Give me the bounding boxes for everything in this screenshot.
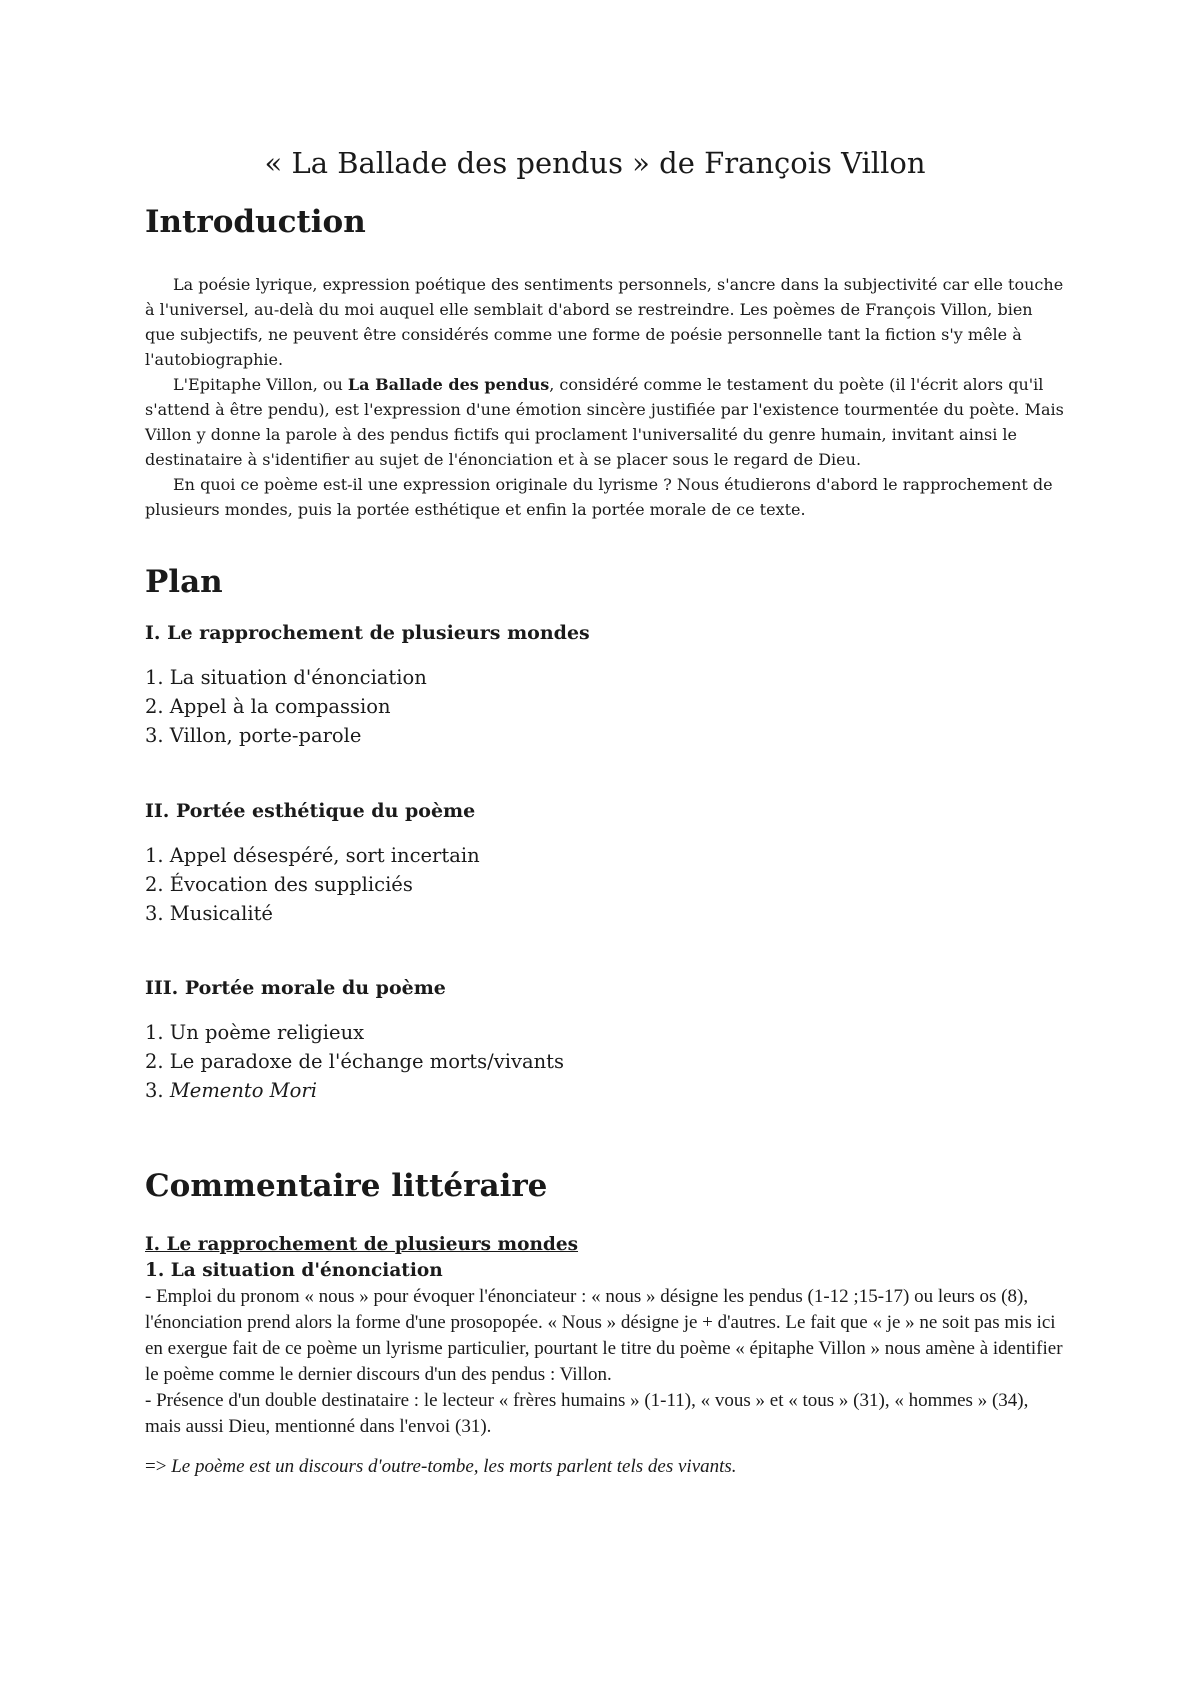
list-item-prefix: 3. bbox=[145, 1079, 170, 1102]
plan-part-3-list bbox=[145, 1018, 564, 1105]
list-item: 2. Appel à la compassion bbox=[145, 695, 391, 718]
conclusion-text: Le poème est un discours d'outre-tombe, les morts parlent tels des vivants. bbox=[171, 1456, 737, 1477]
intro-paragraph-2-end: , considéré comme le testament du poète (il l'écrit alors qu'il s'attend à être pendu), est l'expression d'une émotion sincère justifiée par l'existence tourmentée du poète. Mais Villon y donne la parole à des pendus fictifs qui proclament l'universalité du genre humain, invitant ainsi le destinataire à s'identifier au sujet de l'énonciation et à se placer sous le regard de Dieu. bbox=[145, 375, 1064, 469]
list-item: 3. Musicalité bbox=[145, 902, 273, 925]
list-item: 1. La situation d'énonciation bbox=[145, 666, 427, 689]
intro-paragraph-1: La poésie lyrique, expression poétique des sentiments personnels, s'ancre dans la subjectivité car elle touche à l'universel, au-delà du moi auquel elle semblait d'abord se restreindre. Les poèmes de François Villon, bien que subjectifs, ne peuvent être considérés comme une forme de poésie personnelle tant la fiction s'y mêle à l'autobiographie. bbox=[145, 275, 1064, 369]
plan-part-3-title: III. Portée morale du poème bbox=[145, 977, 446, 999]
plan-part-1-list bbox=[145, 663, 427, 750]
list-item: 2. Le paradoxe de l'échange morts/vivants bbox=[145, 1050, 565, 1073]
plan-part-2-title: II. Portée esthétique du poème bbox=[145, 800, 476, 822]
commentaire-bullet-2: - Présence d'un double destinataire : le lecteur « frères humains » (1-11), « vous » et « tous » (31), « hommes » (34), mais aussi Dieu, mentionné dans l'envoi (31). bbox=[145, 1390, 1029, 1437]
commentaire-part-title: I. Le rapprochement de plusieurs mondes bbox=[145, 1234, 579, 1255]
intro-poem-title: La Ballade des pendus bbox=[347, 375, 550, 394]
commentaire-section-title: 1. La situation d'énonciation bbox=[145, 1260, 443, 1281]
intro-paragraph-3: En quoi ce poème est-il une expression originale du lyrisme ? Nous étudierons d'abord le rapprochement de plusieurs mondes, puis la portée esthétique et enfin la portée morale de ce texte. bbox=[145, 475, 1053, 519]
commentaire-bullet-1: - Emploi du pronom « nous » pour évoquer l'énonciateur : « nous » désigne les pendus (1-12 ;15-17) ou leurs os (8), l'énonciation prend alors la forme d'une prosopopée. « Nous » désigne je + d'autres. Le fait que « je » ne soit pas mis ici en exergue fait de ce poème un lyrisme particulier, pourtant le titre du poème « épitaphe Villon » nous amène à identifier le poème comme le dernier discours d'un des pendus : Villon. bbox=[145, 1286, 1063, 1385]
document-title: « La Ballade des pendus » de François Villon bbox=[264, 146, 926, 180]
plan-part-1-title: I. Le rapprochement de plusieurs mondes bbox=[145, 622, 590, 644]
conclusion-arrow: => bbox=[145, 1456, 172, 1477]
intro-paragraph-2-start: L'Epitaphe Villon, ou bbox=[173, 375, 348, 394]
introduction-heading: Introduction bbox=[145, 204, 366, 240]
commentaire-body bbox=[145, 1232, 1065, 1480]
introduction-text bbox=[145, 272, 1065, 522]
commentaire-conclusion bbox=[145, 1454, 1065, 1480]
plan-part-2-list bbox=[145, 841, 480, 928]
memento-mori-label: Memento Mori bbox=[169, 1079, 317, 1102]
list-item: 3. Villon, porte-parole bbox=[145, 724, 362, 747]
list-item: 2. Évocation des suppliciés bbox=[145, 873, 413, 896]
list-item: 1. Appel désespéré, sort incertain bbox=[145, 844, 480, 867]
commentaire-heading: Commentaire littéraire bbox=[145, 1168, 548, 1204]
list-item: 1. Un poème religieux bbox=[145, 1021, 365, 1044]
list-item bbox=[145, 1076, 564, 1105]
intro-paragraph-2 bbox=[145, 372, 1065, 472]
plan-heading: Plan bbox=[145, 564, 223, 600]
